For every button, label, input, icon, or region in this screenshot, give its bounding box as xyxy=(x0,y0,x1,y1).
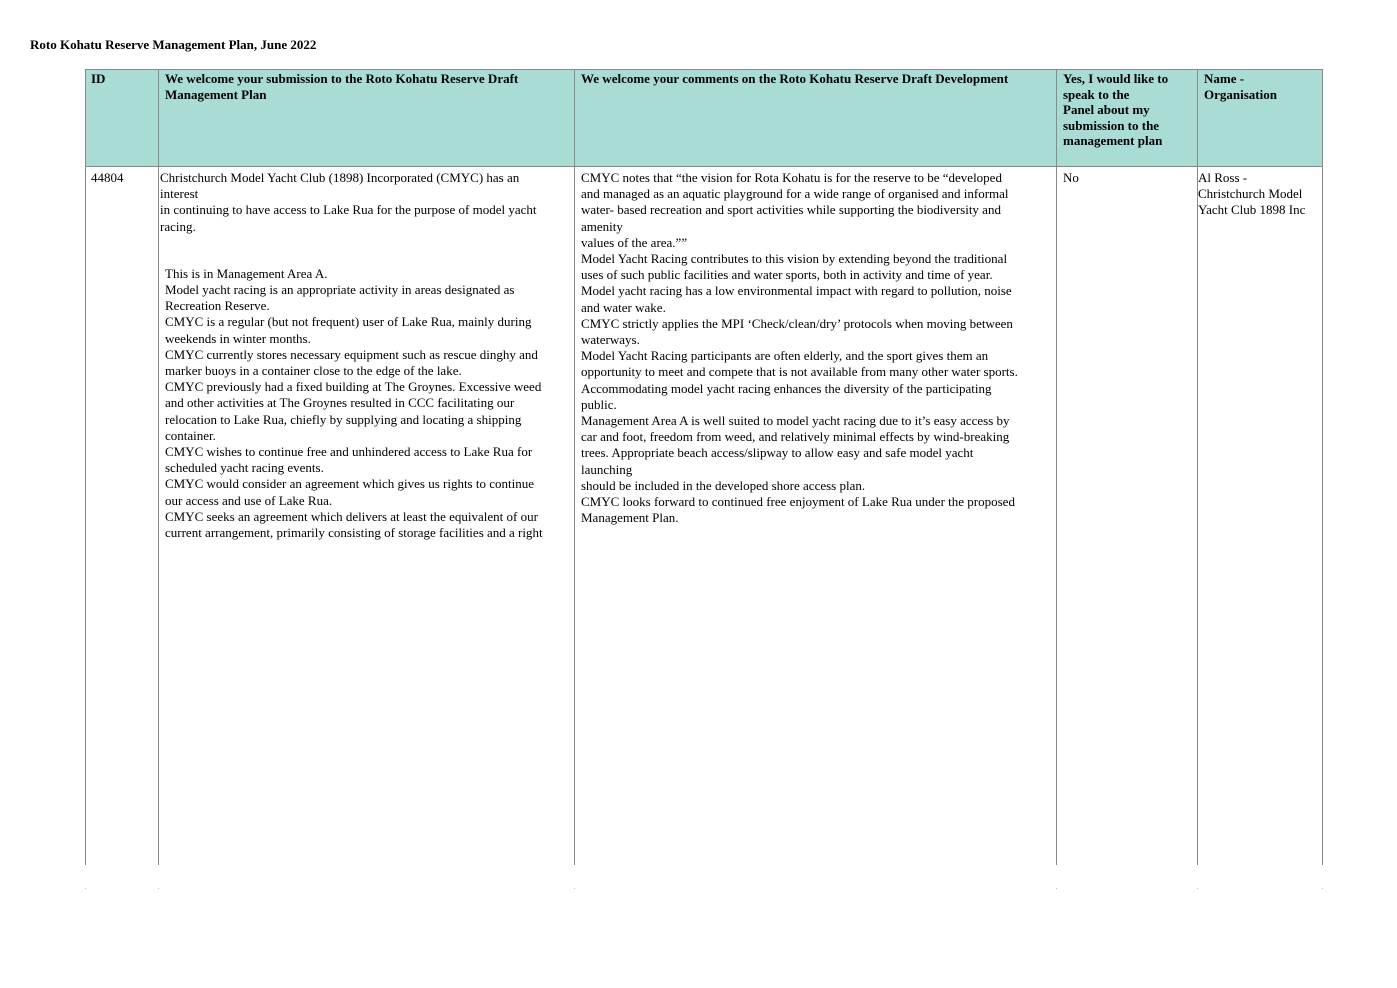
document-title: Roto Kohatu Reserve Management Plan, June 2022 xyxy=(30,37,317,52)
cell-name: Al Ross - Christchurch Model Yacht Club 1898 Inc xyxy=(1198,170,1306,218)
column-divider-2 xyxy=(574,69,575,865)
submission-intro: Christchurch Model Yacht Club (1898) Incorporated (CMYC) has an interest in continuing to have access to Lake Rua for the purpose of model yacht racing. xyxy=(160,170,537,234)
cell-submission xyxy=(160,170,574,541)
table-border-right xyxy=(1322,69,1323,865)
break-mark xyxy=(574,888,575,889)
submission-table xyxy=(85,69,1323,865)
column-divider-3 xyxy=(1056,69,1057,865)
break-mark xyxy=(1056,888,1057,889)
break-mark xyxy=(1197,888,1198,889)
table-border-left xyxy=(85,69,86,865)
cell-comments: CMYC notes that “the vision for Rota Kohatu is for the reserve to be “developed and managed as an aquatic playground for a wide range of organised and informal water- based recreation and sport activities while supporting the biodiversity and amenity values of the area.”” Model Yacht Racing contributes to this vision by extending beyond the traditional uses of such public facilities and water sports, both in activity and time of year. Model yacht racing has a low environmental impact with regard to pollution, noise and water wake. CMYC strictly applies the MPI ‘Check/clean/dry’ protocols when moving between waterways. Model Yacht Racing participants are often elderly, and the sport gives them an opportunity to meet and compete that is not available from many other water sports. Accommodating model yacht racing enhances the diversity of the participating public. Management Area A is well suited to model yacht racing due to it’s easy access by car and foot, freedom from weed, and relatively minimal effects by wind-breaking trees. Appropriate beach access/slipway to allow easy and safe model yacht launching should be included in the developed shore access plan. CMYC looks forward to continued free enjoyment of Lake Rua under the proposed Management Plan. xyxy=(581,170,1018,526)
header-name: Name - Organisation xyxy=(1204,71,1277,102)
header-speak: Yes, I would like to speak to the Panel about my submission to the management plan xyxy=(1063,71,1169,149)
break-mark xyxy=(85,888,86,889)
column-divider-1 xyxy=(158,69,159,865)
paragraph-gap xyxy=(160,235,574,266)
cell-speak: No xyxy=(1063,170,1079,185)
cell-id: 44804 xyxy=(91,170,124,185)
break-mark xyxy=(1322,888,1323,889)
page-break-marks xyxy=(0,888,1397,889)
submission-body: This is in Management Area A. Model yacht racing is an appropriate activity in areas designated as Recreation Reserve. CMYC is a regular (but not frequent) user of Lake Rua, mainly during weekends in winter months. CMYC currently stores necessary equipment such as rescue dinghy and marker buoys in a container close to the edge of the lake. CMYC previously had a fixed building at The Groynes. Excessive weed and other activities at The Groynes resulted in CCC facilitating our relocation to Lake Rua, chiefly by supplying and locating a shipping container. CMYC wishes to continue free and unhindered access to Lake Rua for scheduled yacht racing events. CMYC would consider an agreement which gives us rights to continue our access and use of Lake Rua. CMYC seeks an agreement which delivers at least the equivalent of our current arrangement, primarily consisting of storage facilities and a right xyxy=(165,265,543,541)
break-mark xyxy=(158,888,159,889)
header-comments: We welcome your comments on the Roto Kohatu Reserve Draft Development xyxy=(581,71,1009,86)
header-submission: We welcome your submission to the Roto Kohatu Reserve Draft Management Plan xyxy=(165,71,519,102)
header-id: ID xyxy=(91,71,106,86)
